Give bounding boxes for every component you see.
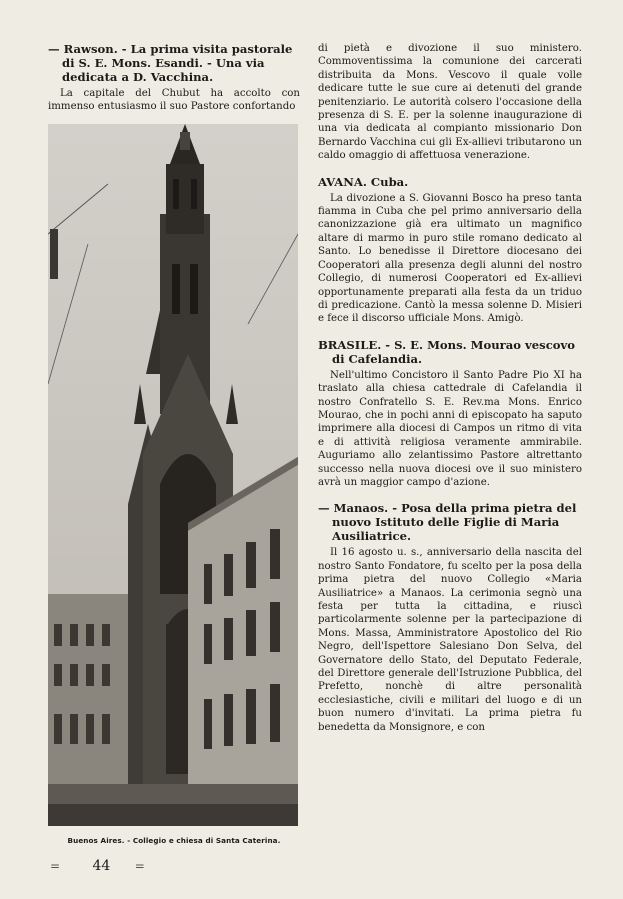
avana-heading: AVANA. Cuba. xyxy=(318,174,409,189)
manaos-text: Il 16 agosto u. s., anniversario della nascita del nostro Santo Fondatore, fu scelto per la posa della prima pietra del nuovo Collegio «Maria Ausiliatrice» a Manaos. La cerimonia segnò una festa per tutta la cittadina, e riuscì particolarmente solenne per la partecipazione di Mons. Massa, Amministratore Apostolico del Rio Negro, dell'Ispettore Salesiano Don Selva, del Governatore dello Stato, del Deputato Federale, del Direttore generale dell'Istruzione Pubblica, del Prefetto, nonchè di altre personalità ecclesiastiche, civili e militari del luogo e di un buon numero d'invitati. La prima pietra fu benedetta da Monsignore, e con xyxy=(318,547,582,733)
folio-mark-left: = xyxy=(50,859,61,873)
church-illustration xyxy=(48,124,298,826)
rawson-continuation: di pietà e divozione il suo ministero. Commoventissima la comunione dei carcerati distribuita da Mons. Vescovo il quale volle dedicare tutte le sue cure ai detenuti del grande penitenziario. Le autorità colsero l'occasione della presenza di S. E. per la solenne inaugurazione di una via dedicata al compianto missionario Don Bernardo Vacchina cui gli Ex-allievi tributarono un caldo omaggio di affettuosa venerazione. xyxy=(318,43,582,162)
rawson-heading: — Rawson. - La prima visita pastorale di S. E. Mons. Esandi. - Una via dedicata a D. Vacchina. xyxy=(48,42,293,84)
left-column xyxy=(48,42,300,845)
brasile-heading: BRASILE. - S. E. Mons. Mourao vescovo di Cafelandia. xyxy=(318,337,575,366)
right-column xyxy=(318,42,582,746)
avana-text: La divozione a S. Giovanni Bosco ha preso tanta fiamma in Cuba che pel primo anniversario della canonizzazione già era ultimato un magnifico altare di marmo in puro stile romano dedicato al Santo. Lo benedisse il Direttore diocesano dei Cooperatori alla presenza degli alunni del nostro Collegio, di numerosi Cooperatori ed Ex-allievi opportunamente preparati alla festa da un triduo di predicazione. Cantò la messa solenne D. Misieri e fece il discorso ufficiale Mons. Amigò. xyxy=(318,192,582,325)
brasile-text: Nell'ultimo Concistoro il Santo Padre Pio XI ha traslato alla chiesa cattedrale di Cafelandia il nostro Confratello S. E. Rev.ma Mons. Enrico Mourao, che in pochi anni di episcopato ha saputo imprimere alla diocesi di Campos un ritmo di vita e di attività religiosa veramente ammirabile. Auguriamo allo zelantissimo Pastore altrettanto successo nella nuova diocesi ove il suo ministero avrà un maggior campo d'azione. xyxy=(318,369,582,488)
page-footer xyxy=(50,858,180,874)
rawson-text: La capitale del Chubut ha accolto con immenso entusiasmo il suo Pastore confortando xyxy=(48,88,300,113)
manaos-heading: — Manaos. - Posa della prima pietra del nuovo Istituto delle Figlie di Maria Ausiliatrice. xyxy=(318,501,577,544)
church-photo xyxy=(48,124,298,826)
folio-mark-right: = xyxy=(134,859,145,873)
page-number: 44 xyxy=(92,858,111,874)
photo-caption: Buenos Aires. - Collegio e chiesa di Santa Caterina. xyxy=(67,835,281,845)
